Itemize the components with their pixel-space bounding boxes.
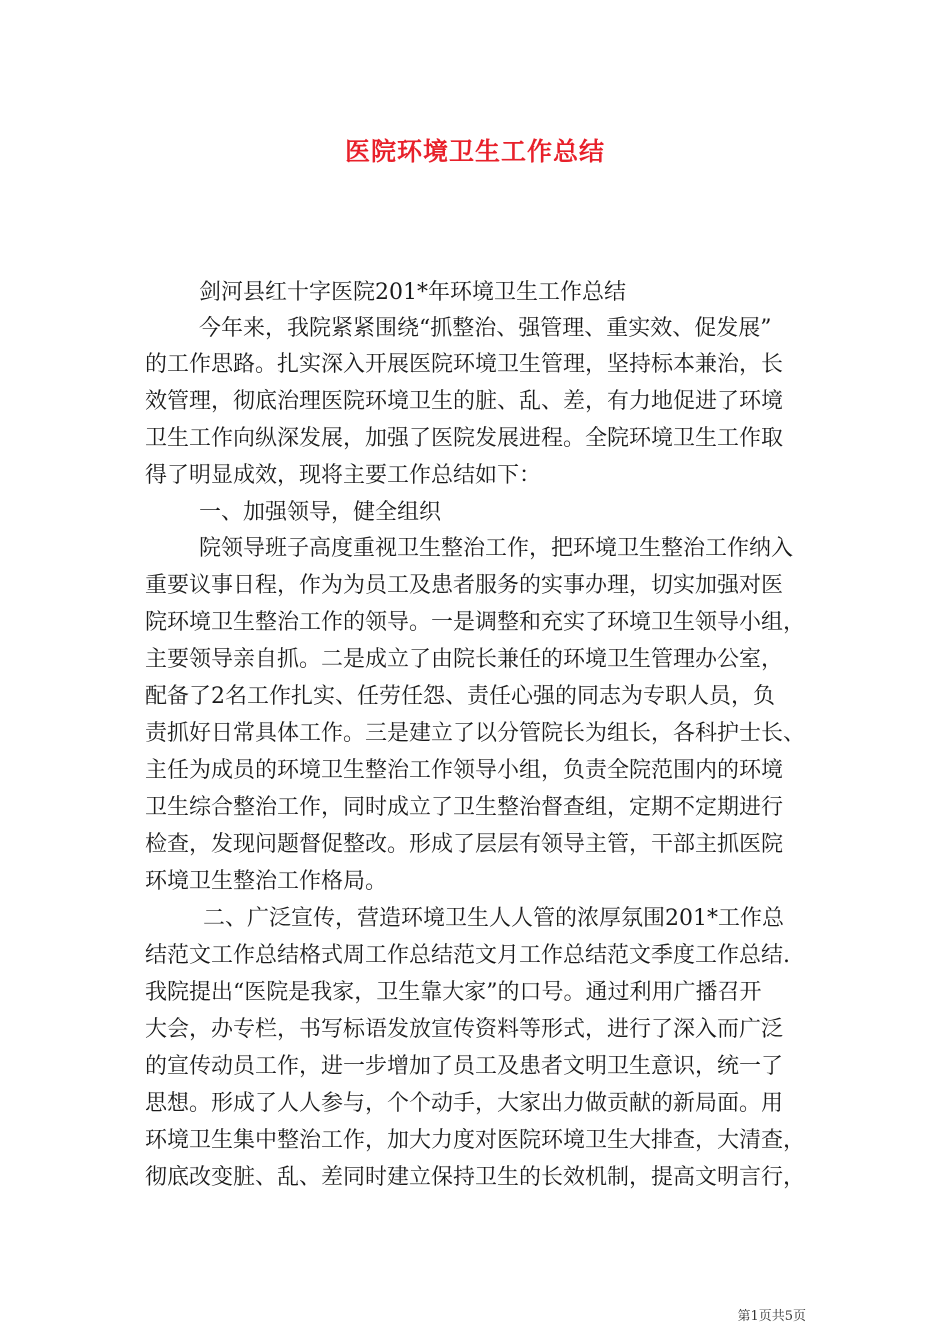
body-line: 卫生工作向纵深发展，加强了医院发展进程。全院环境卫生工作取 bbox=[145, 426, 784, 451]
section-heading: 二、广泛宣传，营造环境卫生人人管的浓厚氛围201*工作总 bbox=[203, 906, 784, 931]
page-number: 第1页共5页 bbox=[737, 1309, 806, 1324]
body-line: 院领导班子高度重视卫生整治工作，把环境卫生整治工作纳入 bbox=[199, 536, 794, 561]
body-line: 环境卫生集中整治工作，加大力度对医院环境卫生大排查，大清查， bbox=[145, 1128, 806, 1153]
body-line: 重要议事日程，作为为员工及患者服务的实事办理，切实加强对医 bbox=[145, 573, 784, 598]
body-line: 主任为成员的环境卫生整治工作领导小组，负责全院范围内的环境 bbox=[145, 758, 784, 783]
body-line: 院环境卫生整治工作的领导。一是调整和充实了环境卫生领导小组， bbox=[145, 610, 806, 635]
body-line: 结范文工作总结格式周工作总结范文月工作总结范文季度工作总结. bbox=[145, 943, 790, 968]
page-title: 医院环境卫生工作总结 bbox=[344, 137, 605, 166]
body-line: 思想。形成了人人参与，个个动手，大家出力做贡献的新局面。用 bbox=[145, 1091, 784, 1116]
body-line: 检查，发现问题督促整改。形成了层层有领导主管，干部主抓医院 bbox=[145, 832, 784, 857]
body-line: 卫生综合整治工作，同时成立了卫生整治督查组，定期不定期进行 bbox=[145, 795, 784, 820]
subtitle-line: 剑河县红十字医院201*年环境卫生工作总结 bbox=[199, 280, 626, 305]
body-line: 彻底改变脏、乱、差同时建立保持卫生的长效机制，提高文明言行， bbox=[145, 1165, 806, 1190]
section-heading: 一、加强领导，健全组织 bbox=[199, 500, 442, 525]
body-line: 的工作思路。扎实深入开展医院环境卫生管理，坚持标本兼治，长 bbox=[145, 352, 784, 377]
body-line: 的宣传动员工作，进一步增加了员工及患者文明卫生意识，统一了 bbox=[145, 1054, 784, 1079]
body-line: 得了明显成效，现将主要工作总结如下： bbox=[145, 463, 542, 488]
body-line: 环境卫生整治工作格局。 bbox=[145, 869, 388, 894]
body-line: 主要领导亲自抓。二是成立了由院长兼任的环境卫生管理办公室， bbox=[145, 647, 784, 672]
body-line: 大会，办专栏，书写标语发放宣传资料等形式，进行了深入而广泛 bbox=[145, 1017, 784, 1042]
body-line: 我院提出“医院是我家，卫生靠大家”的口号。通过利用广播召开 bbox=[145, 980, 762, 1005]
body-line: 效管理，彻底治理医院环境卫生的脏、乱、差，有力地促进了环境 bbox=[145, 389, 784, 414]
body-line: 今年来，我院紧紧围绕“抓整治、强管理、重实效、促发展” bbox=[199, 316, 772, 341]
body-line: 责抓好日常具体工作。三是建立了以分管院长为组长，各科护士长、 bbox=[145, 721, 806, 746]
body-line: 配备了2名工作扎实、任劳任怨、责任心强的同志为专职人员，负 bbox=[145, 684, 775, 709]
